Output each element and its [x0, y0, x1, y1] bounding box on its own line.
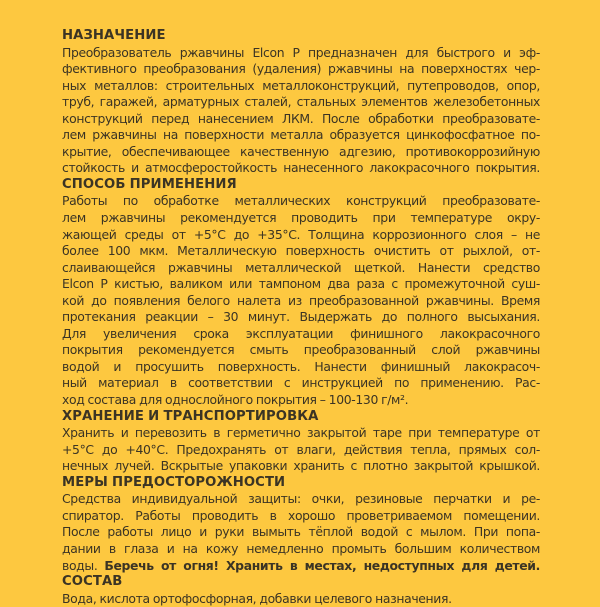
text-line: кой до появления белого налета из преобразованной ржавчины. Время	[62, 292, 540, 308]
text-line: жающей среды от +5°С до +35°С. Толщина коррозионного слоя – не	[62, 226, 540, 242]
text-line: покрытия рекомендуется смыть преобразованный слой ржавчины	[62, 342, 540, 358]
section-heading: ХРАНЕНИЕ И ТРАНСПОРТИРОВКА	[62, 408, 319, 424]
section-heading: НАЗНАЧЕНИЕ	[62, 28, 166, 43]
section-application	[62, 177, 540, 409]
text-line: Хранить и перевозить в герметично закрытой таре при температуре от	[62, 425, 540, 441]
text-line: конструкций перед нанесением ЛКМ. После обработки преобразовате-	[62, 110, 540, 126]
text-line: Вода, кислота ортофосфорная, добавки целевого назначения.	[62, 590, 452, 606]
section-body	[62, 193, 540, 408]
text-line: ход состава для однослойного покрытия – 100-130 г/м².	[62, 392, 409, 408]
section-body	[62, 425, 540, 475]
text-line: протекания реакции – 30 минут. Выдержать до полного высыхания.	[62, 309, 540, 325]
text-line: ных металлов: строительных металлоконструкций, путепроводов, опор,	[62, 77, 540, 93]
text-line: Для увеличения срока эксплуатации финишного лакокрасочного	[62, 325, 540, 341]
section-purpose	[62, 28, 540, 177]
text-line: крытие, обеспечивающее качественную адгезию, противокоррозийную	[62, 143, 540, 159]
text-line: Преобразователь ржавчины Elcon P предназначен для быстрого и эф-	[62, 44, 540, 60]
text-line: спиратор. Работы проводить в хорошо проветриваемом помещении.	[62, 507, 540, 523]
section-heading: СОСТАВ	[62, 574, 123, 590]
text-line: более 100 мкм. Металлическую поверхность очистить от рыхлой, от-	[62, 243, 540, 259]
section-precautions	[62, 475, 540, 574]
text-line: После работы лицо и руки вымыть тёплой водой с мылом. При попа-	[62, 524, 540, 540]
text-line-warning	[62, 558, 540, 575]
section-heading: СПОСОБ ПРИМЕНЕНИЯ	[62, 176, 237, 192]
section-composition	[62, 574, 540, 607]
text-line: Работы по обработке металлических конструкций преобразовате-	[62, 193, 540, 209]
text-line: стойкость и атмосферостойкость нанесенного лакокрасочного покрытия.	[62, 160, 540, 176]
section-body	[62, 45, 540, 177]
text-line: лем ржавчины рекомендуется проводить при температуре окру-	[62, 210, 540, 226]
text-line: лем ржавчины на поверхности металла образуется цинкофосфатное по-	[62, 127, 540, 143]
product-instructions	[62, 28, 540, 607]
text-line: водой и просушить поверхность. Нанести финишный лакокрасоч-	[62, 358, 540, 374]
text-line: Elcon P кистью, валиком или тампоном два раза с промежуточной суш-	[62, 276, 540, 292]
text-line: нечных лучей. Вскрытые упаковки хранить с плотно закрытой крышкой.	[62, 458, 540, 474]
safety-warning: Беречь от огня! Хранить в местах, недоступных для детей.	[104, 557, 540, 573]
section-body	[62, 591, 540, 607]
section-storage	[62, 409, 540, 475]
text-normal: воды.	[62, 557, 105, 573]
text-line: слаивающейся ржавчины металлической щеткой. Нанести средство	[62, 259, 540, 275]
text-line: +5°С до +40°С. Предохранять от влаги, действия тепла, прямых сол-	[62, 441, 540, 457]
text-line: труб, гаражей, арматурных сталей, стальных элементов железобетонных	[62, 94, 540, 110]
section-body	[62, 491, 540, 574]
text-line: Средства индивидуальной защиты: очки, резиновые перчатки и ре-	[62, 491, 540, 507]
text-line: ный материал в соответствии с инструкцией по применению. Рас-	[62, 375, 540, 391]
text-line: фективного преобразования (удаления) ржавчины на поверхностях чер-	[62, 61, 540, 77]
section-heading: МЕРЫ ПРЕДОСТОРОЖНОСТИ	[62, 474, 286, 490]
text-line: дании в глаза и на кожу немедленно промыть большим количеством	[62, 540, 540, 556]
